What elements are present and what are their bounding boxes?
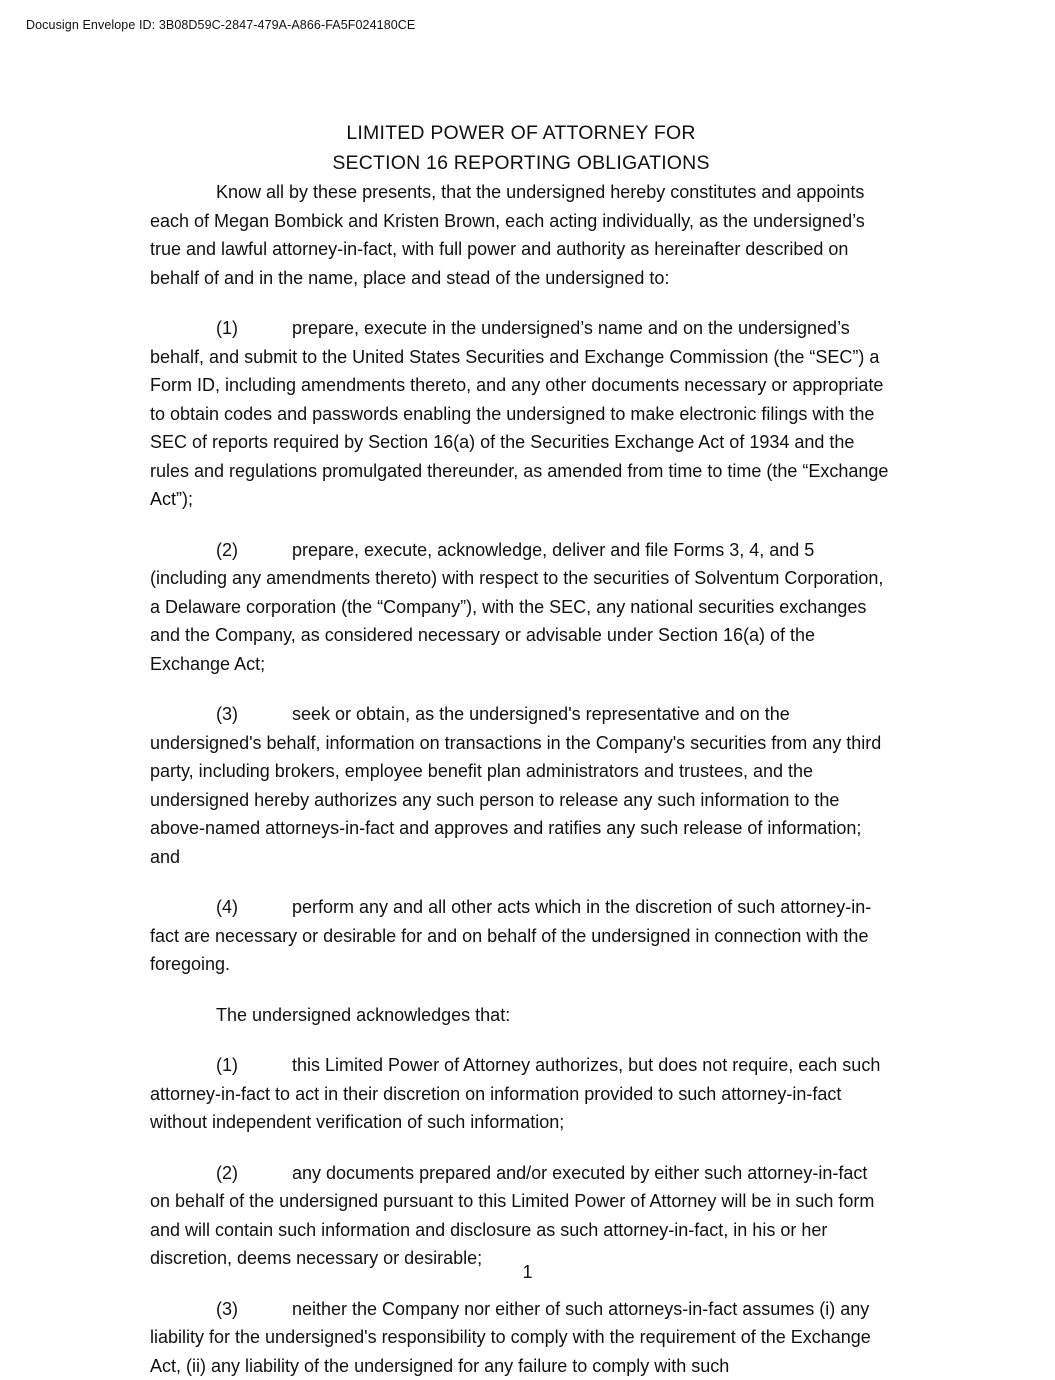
acknowledgment-lead-text: The undersigned acknowledges that: (216, 1005, 510, 1025)
grant-text-1: prepare, execute in the undersigned’s name and on the undersigned’s behalf, and submit to the United States Securities and Exchange Commission (the “SEC”) a Form ID, including amendments thereto, and any other documents necessary or appropriate to obtain codes and passwords enabling the undersigned to make electronic filings with the SEC of reports required by Section 16(a) of the Securities Exchange Act of 1934 and the rules and regulations promulgated thereunder, as amended from time to time (the “Exchange Act”); (150, 318, 888, 509)
grant-number-3: (3) (216, 704, 238, 724)
grant-text-4: perform any and all other acts which in the discretion of such attorney-in-fact are necessary or desirable for and on behalf of the undersigned in connection with the foregoing. (150, 897, 871, 974)
title-line-1: LIMITED POWER OF ATTORNEY FOR (346, 122, 695, 144)
grant-item-1 (150, 314, 892, 514)
acknowledgment-item-1 (150, 1051, 892, 1137)
grant-item-3 (150, 700, 892, 871)
page-title (150, 118, 892, 178)
acknowledgment-number-2: (2) (216, 1163, 238, 1183)
acknowledgment-text-1: this Limited Power of Attorney authorizes, but does not require, each such attorney-in-fact to act in their discretion on information provided to such attorney-in-fact without independent verification of such information; (150, 1055, 880, 1132)
acknowledgment-item-2 (150, 1159, 892, 1273)
grant-text-2: prepare, execute, acknowledge, deliver and file Forms 3, 4, and 5 (including any amendments thereto) with respect to the securities of Solventum Corporation, a Delaware corporation (the “Company”), with the SEC, any national securities exchanges and the Company, as considered necessary or advisable under Section 16(a) of the Exchange Act; (150, 540, 883, 674)
docusign-envelope-id: Docusign Envelope ID: 3B08D59C-2847-479A-A866-FA5F024180CE (26, 18, 415, 32)
grant-number-4: (4) (216, 897, 238, 917)
acknowledgment-number-3: (3) (216, 1299, 238, 1319)
title-line-2: SECTION 16 REPORTING OBLIGATIONS (150, 148, 892, 178)
acknowledgment-item-3 (150, 1295, 892, 1380)
acknowledgment-text-3: neither the Company nor either of such attorneys-in-fact assumes (i) any liability for the undersigned's responsibility to comply with the requirement of the Exchange Act, (ii) any liability of the undersigned for any failure to comply with such (150, 1299, 871, 1376)
acknowledgment-text-2: any documents prepared and/or executed by either such attorney-in-fact on behalf of the undersigned pursuant to this Limited Power of Attorney will be in such form and will contain such information and disclosure as such attorney-in-fact, in his or her discretion, deems necessary or desirable; (150, 1163, 874, 1269)
acknowledgment-lead (150, 1001, 892, 1030)
grant-item-2 (150, 536, 892, 679)
grant-number-2: (2) (216, 540, 238, 560)
page-number: 1 (0, 1262, 1055, 1283)
preamble-text: Know all by these presents, that the undersigned hereby constitutes and appoints each of Megan Bombick and Kristen Brown, each acting individually, as the undersigned’s true and lawful attorney-in-fact, with full power and authority as hereinafter described on behalf of and in the name, place and stead of the undersigned to: (150, 182, 865, 288)
document-body (150, 118, 892, 1380)
grant-item-4 (150, 893, 892, 979)
preamble-paragraph (150, 178, 892, 292)
acknowledgment-number-1: (1) (216, 1055, 238, 1075)
grant-text-3: seek or obtain, as the undersigned's representative and on the undersigned's behalf, information on transactions in the Company's securities from any third party, including brokers, employee benefit plan administrators and trustees, and the undersigned hereby authorizes any such person to release any such information to the above-named attorneys-in-fact and approves and ratifies any such release of information; and (150, 704, 881, 867)
grant-number-1: (1) (216, 318, 238, 338)
